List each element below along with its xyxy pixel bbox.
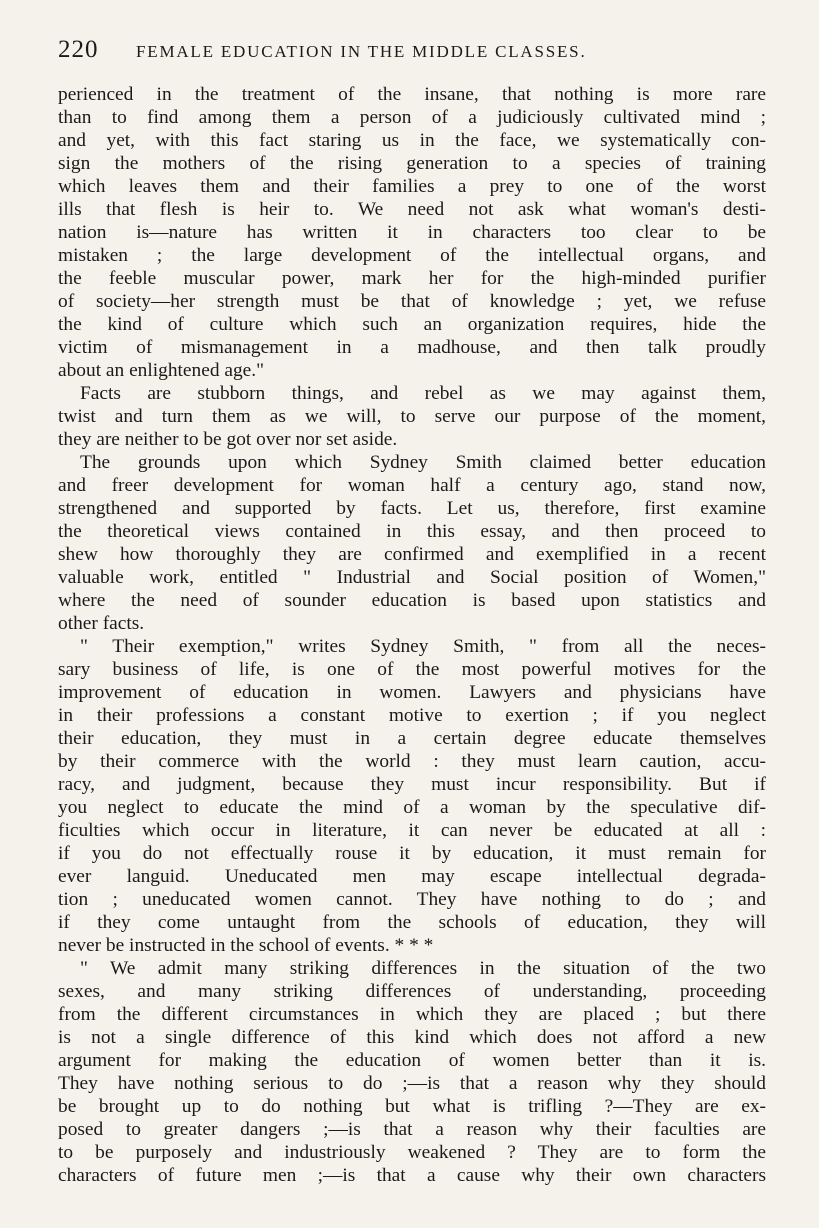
text-line: ever languid. Uneducated men may escape intellectual degrada- [58, 866, 766, 887]
text-line: twist and turn them as we will, to serve our purpose of the moment, [58, 406, 766, 427]
text-line: racy, and judgment, because they must incur responsibility. But if [58, 774, 766, 795]
text-line: " Their exemption," writes Sydney Smith, " from all the neces- [80, 636, 766, 657]
page-header [58, 36, 770, 66]
paragraph-5 [58, 957, 766, 1187]
text-line: the kind of culture which such an organization requires, hide the [58, 314, 766, 335]
text-line: " We admit many striking differences in the situation of the two [80, 958, 766, 979]
text-line: where the need of sounder education is based upon statistics and [58, 590, 766, 611]
text-line: sary business of life, is one of the most powerful motives for the [58, 659, 766, 680]
paragraph-1 [58, 83, 766, 382]
text-line: if they come untaught from the schools of education, they will [58, 912, 766, 933]
text-line: if you do not effectually rouse it by education, it must remain for [58, 843, 766, 864]
text-line: to be purposely and industriously weakened ? They are to form the [58, 1142, 766, 1163]
text-line: about an enlightened age." [58, 360, 265, 381]
text-line: the feeble muscular power, mark her for the high-minded purifier [58, 268, 766, 289]
page-number: 220 [58, 36, 99, 63]
text-line: They have nothing serious to do ;—is that a reason why they should [58, 1073, 766, 1094]
text-line: valuable work, entitled " Industrial and Social position of Women," [58, 567, 766, 588]
text-line: from the different circumstances in which they are placed ; but there [58, 1004, 766, 1025]
text-line: of society—her strength must be that of knowledge ; yet, we refuse [58, 291, 766, 312]
text-line: their education, they must in a certain degree educate themselves [58, 728, 766, 749]
text-line: never be instructed in the school of events. * * * [58, 935, 434, 956]
paragraph-4 [58, 635, 766, 957]
text-line: posed to greater dangers ;—is that a reason why their faculties are [58, 1119, 766, 1140]
text-line: strengthened and supported by facts. Let us, therefore, first examine [58, 498, 766, 519]
text-line: Facts are stubborn things, and rebel as we may against them, [80, 383, 766, 404]
text-line: perienced in the treatment of the insane, that nothing is more rare [58, 84, 766, 105]
text-line: characters of future men ;—is that a cause why their own characters [58, 1165, 766, 1186]
text-line: sign the mothers of the rising generation to a species of training [58, 153, 766, 174]
text-line: ficulties which occur in literature, it can never be educated at all : [58, 820, 766, 841]
text-line: argument for making the education of women better than it is. [58, 1050, 766, 1071]
text-line: and yet, with this fact staring us in the face, we systematically con- [58, 130, 766, 151]
paragraph-3 [58, 451, 766, 635]
running-title: FEMALE EDUCATION IN THE MIDDLE CLASSES. [136, 42, 587, 61]
text-line: ills that flesh is heir to. We need not ask what woman's desti- [58, 199, 766, 220]
text-line: which leaves them and their families a prey to one of the worst [58, 176, 766, 197]
text-line: improvement of education in women. Lawyers and physicians have [58, 682, 766, 703]
text-line: tion ; uneducated women cannot. They have nothing to do ; and [58, 889, 766, 910]
page-body [58, 83, 766, 1187]
text-line: in their professions a constant motive to exertion ; if you neglect [58, 705, 766, 726]
text-line: the theoretical views contained in this essay, and then proceed to [58, 521, 766, 542]
paragraph-2 [58, 382, 766, 451]
text-line: nation is—nature has written it in characters too clear to be [58, 222, 766, 243]
text-line: The grounds upon which Sydney Smith claimed better education [80, 452, 766, 473]
text-line: you neglect to educate the mind of a woman by the speculative dif- [58, 797, 766, 818]
text-line: be brought up to do nothing but what is trifling ?—They are ex- [58, 1096, 766, 1117]
text-line: mistaken ; the large development of the intellectual organs, and [58, 245, 766, 266]
text-line: sexes, and many striking differences of understanding, proceeding [58, 981, 766, 1002]
text-line: and freer development for woman half a century ago, stand now, [58, 475, 766, 496]
text-line: victim of mismanagement in a madhouse, and then talk proudly [58, 337, 766, 358]
text-line: they are neither to be got over nor set aside. [58, 429, 398, 450]
text-line: shew how thoroughly they are confirmed and exemplified in a recent [58, 544, 766, 565]
text-line: is not a single difference of this kind which does not afford a new [58, 1027, 766, 1048]
text-line: than to find among them a person of a judiciously cultivated mind ; [58, 107, 766, 128]
text-line: other facts. [58, 613, 145, 634]
text-line: by their commerce with the world : they must learn caution, accu- [58, 751, 766, 772]
